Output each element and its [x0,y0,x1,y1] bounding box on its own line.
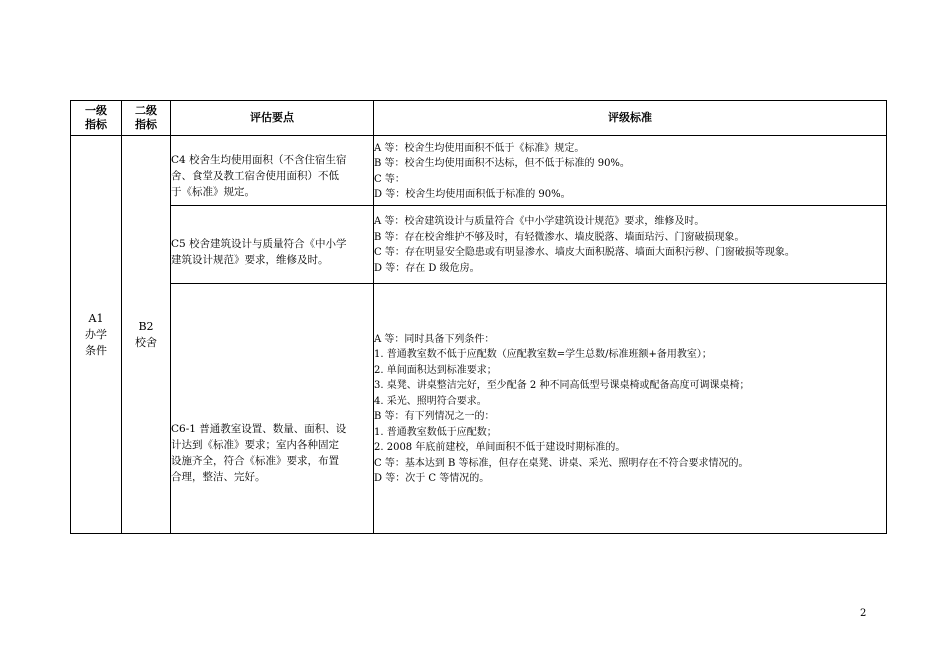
grading-criteria [374,206,887,284]
evaluation-point [171,206,374,284]
point-line: 计达到《标准》要求；室内各种固定 [171,438,339,451]
header-row [71,101,887,136]
header-level1 [71,101,122,136]
level2-name: 校舍 [135,335,157,349]
table-row [71,206,887,284]
grading-criteria [374,284,887,534]
level1-name-line1: 办学 [85,327,107,341]
table-row [71,136,887,206]
header-criteria: 评级标准 [374,101,887,136]
criteria-line: B 等：有下列情况之一的： [374,411,495,422]
criteria-line: C 等： [374,173,405,185]
criteria-line: A 等：校舍建筑设计与质量符合《中小学建筑设计规范》要求，维修及时。 [374,216,705,227]
criteria-line: A 等：同时具备下列条件： [374,333,495,345]
criteria-line: 2. 单间面积达到标准要求； [374,364,497,376]
header-level2 [122,101,171,136]
point-line: 设施齐全，符合《标准》要求，布置 [171,454,339,467]
point-line: C4 校舍生均使用面积（不含住宿生宿 [171,153,347,166]
level2-indicator [122,136,171,534]
header-points: 评估要点 [171,101,374,136]
evaluation-point [171,284,374,534]
grading-criteria [374,136,887,206]
header-level2-line2: 指标 [135,118,157,131]
criteria-line: 1. 普通教室数低于应配数； [374,426,497,438]
level1-indicator [71,136,122,534]
criteria-line: D 等：校舍生均使用面积低于标准的 90%。 [374,189,571,200]
criteria-line: 3. 桌凳、讲桌整洁完好，至少配备 2 种不同高低型号课桌椅或配备高度可调课桌椅； [374,380,750,391]
header-level2-line1: 二级 [135,104,157,117]
page-number: 2 [860,608,867,619]
level2-code: B2 [138,319,154,333]
criteria-line: B 等：校舍生均使用面积不达标，但不低于标准的 90%。 [374,158,630,169]
point-line: 建筑设计规范》要求，维修及时。 [171,254,329,266]
criteria-line: A 等：校舍生均使用面积不低于《标准》规定。 [374,142,585,154]
level1-code: A1 [88,311,104,325]
point-line: C5 校舍建筑设计与质量符合《中小学 [171,238,347,250]
criteria-line: 4. 采光、照明符合要求。 [374,395,487,407]
criteria-line: C 等：基本达到 B 等标准，但存在桌凳、讲桌、采光、照明存在不符合要求情况的。 [374,457,749,469]
evaluation-point [171,136,374,206]
level1-name-line2: 条件 [85,343,107,357]
point-line: 舍、食堂及教工宿舍使用面积）不低 [171,169,339,182]
table-row [71,284,887,534]
criteria-line: D 等：次于 C 等情况的。 [374,473,490,484]
point-line: C6-1 普通教室设置、数量、面积、设 [171,422,347,435]
point-line: 合理，整洁、完好。 [171,470,266,483]
criteria-line: D 等：存在 D 级危房。 [374,262,480,274]
criteria-line: C 等：存在明显安全隐患或有明显渗水、墙皮大面积脱落、墙面大面积污秽、门窗破损等现象。 [374,247,795,258]
criteria-line: B 等：存在校舍维护不够及时，有轻微渗水、墙皮脱落、墙面玷污、门窗破损现象。 [374,231,745,243]
header-level1-line1: 一级 [85,104,107,117]
point-line: 于《标准》规定。 [171,185,255,198]
header-level1-line2: 指标 [85,118,107,131]
criteria-line: 1. 普通教室数不低于应配数（应配教室数=学生总数/标准班额+备用教室）； [374,349,712,360]
criteria-line: 2. 2008 年底前建校，单间面积不低于建设时期标准的。 [374,442,626,453]
evaluation-table [70,100,887,534]
